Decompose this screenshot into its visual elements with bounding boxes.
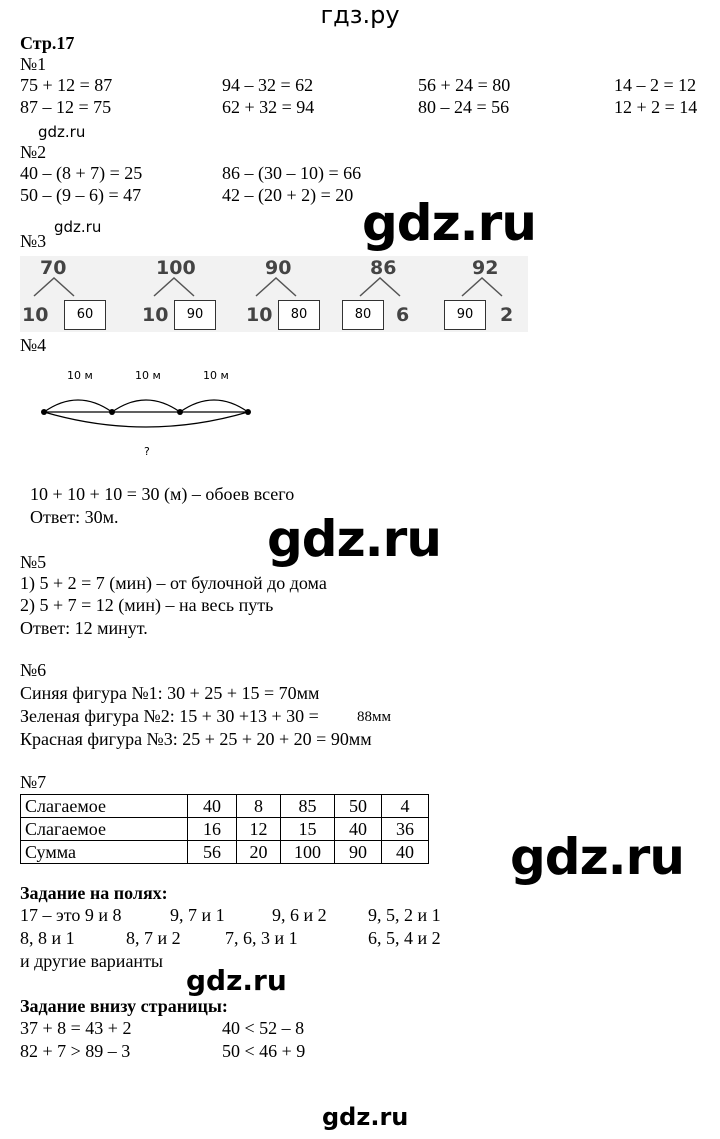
task6-line: Красная фигура №3: 25 + 25 + 20 + 20 = 90мм (20, 729, 372, 749)
task2-line: 40 – (8 + 7) = 25 (20, 163, 143, 183)
task2-number: №2 (20, 142, 47, 162)
watermark-bottom: gdz.ru (322, 1103, 409, 1131)
diagram-answer-box: 60 (64, 300, 106, 330)
segment-label: 10 м (203, 369, 229, 382)
task1-line: 14 – 2 = 12 (614, 75, 697, 95)
table-cell: 50 (335, 795, 382, 818)
watermark-large-3: gdz.ru (510, 828, 684, 886)
task4-solution: 10 + 10 + 10 = 30 (м) – обоев всего (30, 484, 295, 504)
task6-line: Зеленая фигура №2: 15 + 30 +13 + 30 = (20, 706, 319, 726)
table-cell: 15 (281, 818, 335, 841)
task7-number: №7 (20, 772, 47, 792)
margin-task-item: 9, 5, 2 и 1 (368, 905, 441, 925)
task4-number: №4 (20, 335, 47, 355)
watermark-medium: gdz.ru (186, 964, 287, 997)
table-cell: 36 (382, 818, 429, 841)
table-cell: 90 (335, 841, 382, 864)
segment-label: 10 м (135, 369, 161, 382)
task5-answer: Ответ: 12 минут. (20, 618, 148, 638)
task1-line: 87 – 12 = 75 (20, 97, 112, 117)
task1-line: 80 – 24 = 56 (418, 97, 510, 117)
diagram-answer-box: 80 (278, 300, 320, 330)
segment-label: 10 м (67, 369, 93, 382)
table-cell: 12 (237, 818, 281, 841)
margin-task-item: 9, 6 и 2 (272, 905, 327, 925)
diagram-top-number: 92 (472, 257, 499, 279)
question-mark: ? (144, 445, 150, 458)
table-cell: 20 (237, 841, 281, 864)
table-cell: 100 (281, 841, 335, 864)
diagram-left-number: 10 (22, 304, 49, 326)
task1-line: 94 – 32 = 62 (222, 75, 314, 95)
bottom-task-title: Задание внизу страницы: (20, 996, 228, 1016)
task1-line: 62 + 32 = 94 (222, 97, 315, 117)
task1-number: №1 (20, 54, 47, 74)
bottom-task-line: 82 + 7 > 89 – 3 (20, 1041, 131, 1061)
diagram-answer-box: 90 (174, 300, 216, 330)
task2-line: 42 – (20 + 2) = 20 (222, 185, 354, 205)
diagram-top-number: 86 (370, 257, 397, 279)
table-row (21, 841, 429, 864)
task1-line: 75 + 12 = 87 (20, 75, 113, 95)
margin-task-title: Задание на полях: (20, 883, 168, 903)
margin-task-item: 9, 7 и 1 (170, 905, 225, 925)
task3-number: №3 (20, 231, 47, 251)
table-cell: 40 (188, 795, 237, 818)
table-cell: 4 (382, 795, 429, 818)
diagram-top-number: 70 (40, 257, 67, 279)
number-decomposition-diagram (20, 256, 528, 332)
task2-line: 86 – (30 – 10) = 66 (222, 163, 362, 183)
table-cell: Сумма (21, 841, 188, 864)
margin-task-item: 6, 5, 4 и 2 (368, 928, 441, 948)
task1-line: 56 + 24 = 80 (418, 75, 511, 95)
diagram-right-number: 6 (396, 304, 410, 326)
diagram-left-number: 10 (142, 304, 169, 326)
table-cell: 56 (188, 841, 237, 864)
task6-number: №6 (20, 660, 47, 680)
table-cell: Слагаемое (21, 818, 188, 841)
watermark-top: гдз.ру (320, 1, 400, 29)
diagram-answer-box: 90 (444, 300, 486, 330)
diagram-top-number: 90 (265, 257, 292, 279)
table-cell: 16 (188, 818, 237, 841)
task6-line: Синяя фигура №1: 30 + 25 + 15 = 70мм (20, 683, 320, 703)
task2-line: 50 – (9 – 6) = 47 (20, 185, 142, 205)
segment-diagram (30, 380, 290, 460)
table-cell: Слагаемое (21, 795, 188, 818)
margin-task-item: 8, 7 и 2 (126, 928, 181, 948)
diagram-top-number: 100 (156, 257, 196, 279)
table-row (21, 818, 429, 841)
sum-table (20, 794, 429, 864)
page-label: Стр.17 (20, 33, 75, 53)
bottom-task-line: 37 + 8 = 43 + 2 (20, 1018, 132, 1038)
diagram-left-number: 10 (246, 304, 273, 326)
task5-line: 1) 5 + 2 = 7 (мин) – от булочной до дома (20, 573, 327, 593)
table-cell: 85 (281, 795, 335, 818)
watermark-small-2: gdz.ru (54, 218, 102, 236)
task6-handwritten-answer: 88мм (357, 709, 391, 725)
task5-line: 2) 5 + 7 = 12 (мин) – на весь путь (20, 595, 274, 615)
diagram-answer-box: 80 (342, 300, 384, 330)
watermark-small-1: gdz.ru (38, 123, 86, 141)
task1-line: 12 + 2 = 14 (614, 97, 698, 117)
watermark-large-2: gdz.ru (267, 510, 441, 568)
bottom-task-line: 40 < 52 – 8 (222, 1018, 305, 1038)
margin-task-note: и другие варианты (20, 951, 164, 971)
margin-task-item: 8, 8 и 1 (20, 928, 75, 948)
bottom-task-line: 50 < 46 + 9 (222, 1041, 306, 1061)
table-cell: 40 (382, 841, 429, 864)
task4-answer: Ответ: 30м. (30, 507, 119, 527)
table-row (21, 795, 429, 818)
table-cell: 8 (237, 795, 281, 818)
watermark-large-1: gdz.ru (362, 194, 536, 252)
task5-number: №5 (20, 552, 47, 572)
margin-task-item: 17 – это 9 и 8 (20, 905, 122, 925)
table-cell: 40 (335, 818, 382, 841)
margin-task-item: 7, 6, 3 и 1 (225, 928, 298, 948)
diagram-right-number: 2 (500, 304, 514, 326)
